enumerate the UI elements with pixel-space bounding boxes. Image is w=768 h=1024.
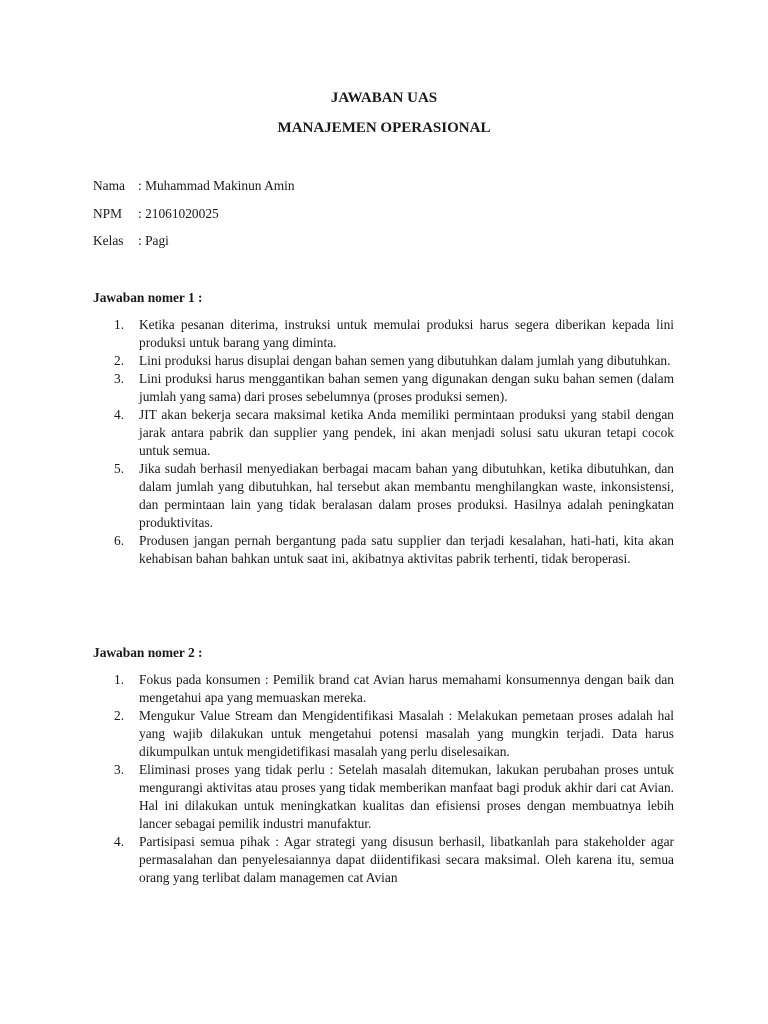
item-text: Jika sudah berhasil menyediakan berbagai macam bahan yang dibutuhkan, ketika dibutuhkan, dan dalam jumlah yang dibutuhkan, hal tersebut akan membantu menghilangkan waste, inkonsistensi, dan permintaan lain yang tidak beralasan dalam proses produksi. Hasilnya adalah peningkatan produktivitas. (139, 461, 674, 530)
info-label: Kelas (93, 233, 124, 248)
item-number: 4. (114, 407, 125, 422)
section-heading-2: Jawaban nomer 2 : (93, 645, 203, 660)
list-item (93, 352, 674, 370)
item-number: 2. (114, 708, 125, 723)
info-value: : Pagi (138, 233, 169, 248)
answer-list-1 (93, 316, 674, 568)
item-text: Partisipasi semua pihak : Agar strategi yang disusun berhasil, libatkanlah para stakeholder agar permasalahan dan penyelesaiannya dapat diidentifikasi secara maksimal. Oleh karena itu, semua orang yang terlibat dalam managemen cat Avian (139, 834, 674, 885)
info-label: NPM (93, 205, 123, 221)
item-text: Fokus pada konsumen : Pemilik brand cat Avian harus memahami konsumennya dengan baik dan mengetahui apa yang memuaskan mereka. (139, 672, 674, 705)
list-item (93, 370, 674, 406)
list-item (93, 460, 674, 532)
list-item (93, 532, 674, 568)
item-number: 6. (114, 533, 125, 548)
item-text: Mengukur Value Stream dan Mengidentifikasi Masalah : Melakukan pemetaan proses adalah hal yang wajib dilakukan untuk mengetahui potensi masalah yang mungkin terjadi. Data harus dikumpulkan untuk mengidetifikasi masalah yang perlu diselesaikan. (139, 708, 674, 759)
item-number: 3. (114, 371, 125, 386)
document-title: JAWABAN UAS (330, 90, 438, 106)
item-text: JIT akan bekerja secara maksimal ketika Anda memiliki permintaan produksi yang stabil dengan jarak antara pabrik dan supplier yang pendek, ini akan menjadi solusi satu ukuran tetapi cocok untuk semua. (139, 407, 674, 458)
info-row-npm (93, 205, 295, 233)
answer-list-2 (93, 671, 674, 887)
list-item (93, 406, 674, 460)
info-value: : Muhammad Makinun Amin (138, 178, 295, 193)
item-number: 2. (114, 353, 125, 368)
list-item (93, 316, 674, 352)
student-info (93, 177, 295, 260)
item-number: 5. (114, 461, 125, 476)
item-text: Eliminasi proses yang tidak perlu : Setelah masalah ditemukan, lakukan perubahan proses untuk mengurangi aktivitas atau proses yang tidak memberikan manfaat bagi produk akhir dari cat Avian. Hal ini dilakukan untuk meningkatkan kualitas dan efisiensi proses dengan membuatnya lebih lancer sebagai pemilik industri manufaktur. (139, 762, 674, 831)
info-label: Nama (93, 178, 125, 193)
item-number: 1. (114, 672, 125, 687)
item-text: Ketika pesanan diterima, instruksi untuk memulai produksi harus segera diberikan kepada lini produksi untuk barang yang diminta. (139, 317, 674, 350)
list-item (93, 707, 674, 761)
list-item (93, 833, 674, 887)
document-subtitle: MANAJEMEN OPERASIONAL (277, 120, 491, 136)
list-item (93, 671, 674, 707)
item-number: 1. (114, 317, 125, 332)
item-text: Lini produksi harus menggantikan bahan semen yang digunakan dengan suku bahan semen (dalam jumlah yang sama) dari proses sebelumnya (proses produksi semen). (139, 371, 674, 404)
item-text: Produsen jangan pernah bergantung pada satu supplier dan terjadi kesalahan, hati-hati, kita akan kehabisan bahan bahkan untuk saat ini, akibatnya aktivitas pabrik terhenti, tidak beroperasi. (139, 533, 674, 566)
item-number: 3. (114, 762, 125, 777)
item-number: 4. (114, 834, 125, 849)
info-row-name (93, 177, 295, 205)
section-heading-1: Jawaban nomer 1 : (93, 290, 203, 305)
info-row-class (93, 232, 295, 260)
item-text: Lini produksi harus disuplai dengan bahan semen yang dibutuhkan dalam jumlah yang dibutuhkan. (139, 353, 671, 368)
info-value: : 21061020025 (138, 205, 219, 221)
list-item (93, 761, 674, 833)
